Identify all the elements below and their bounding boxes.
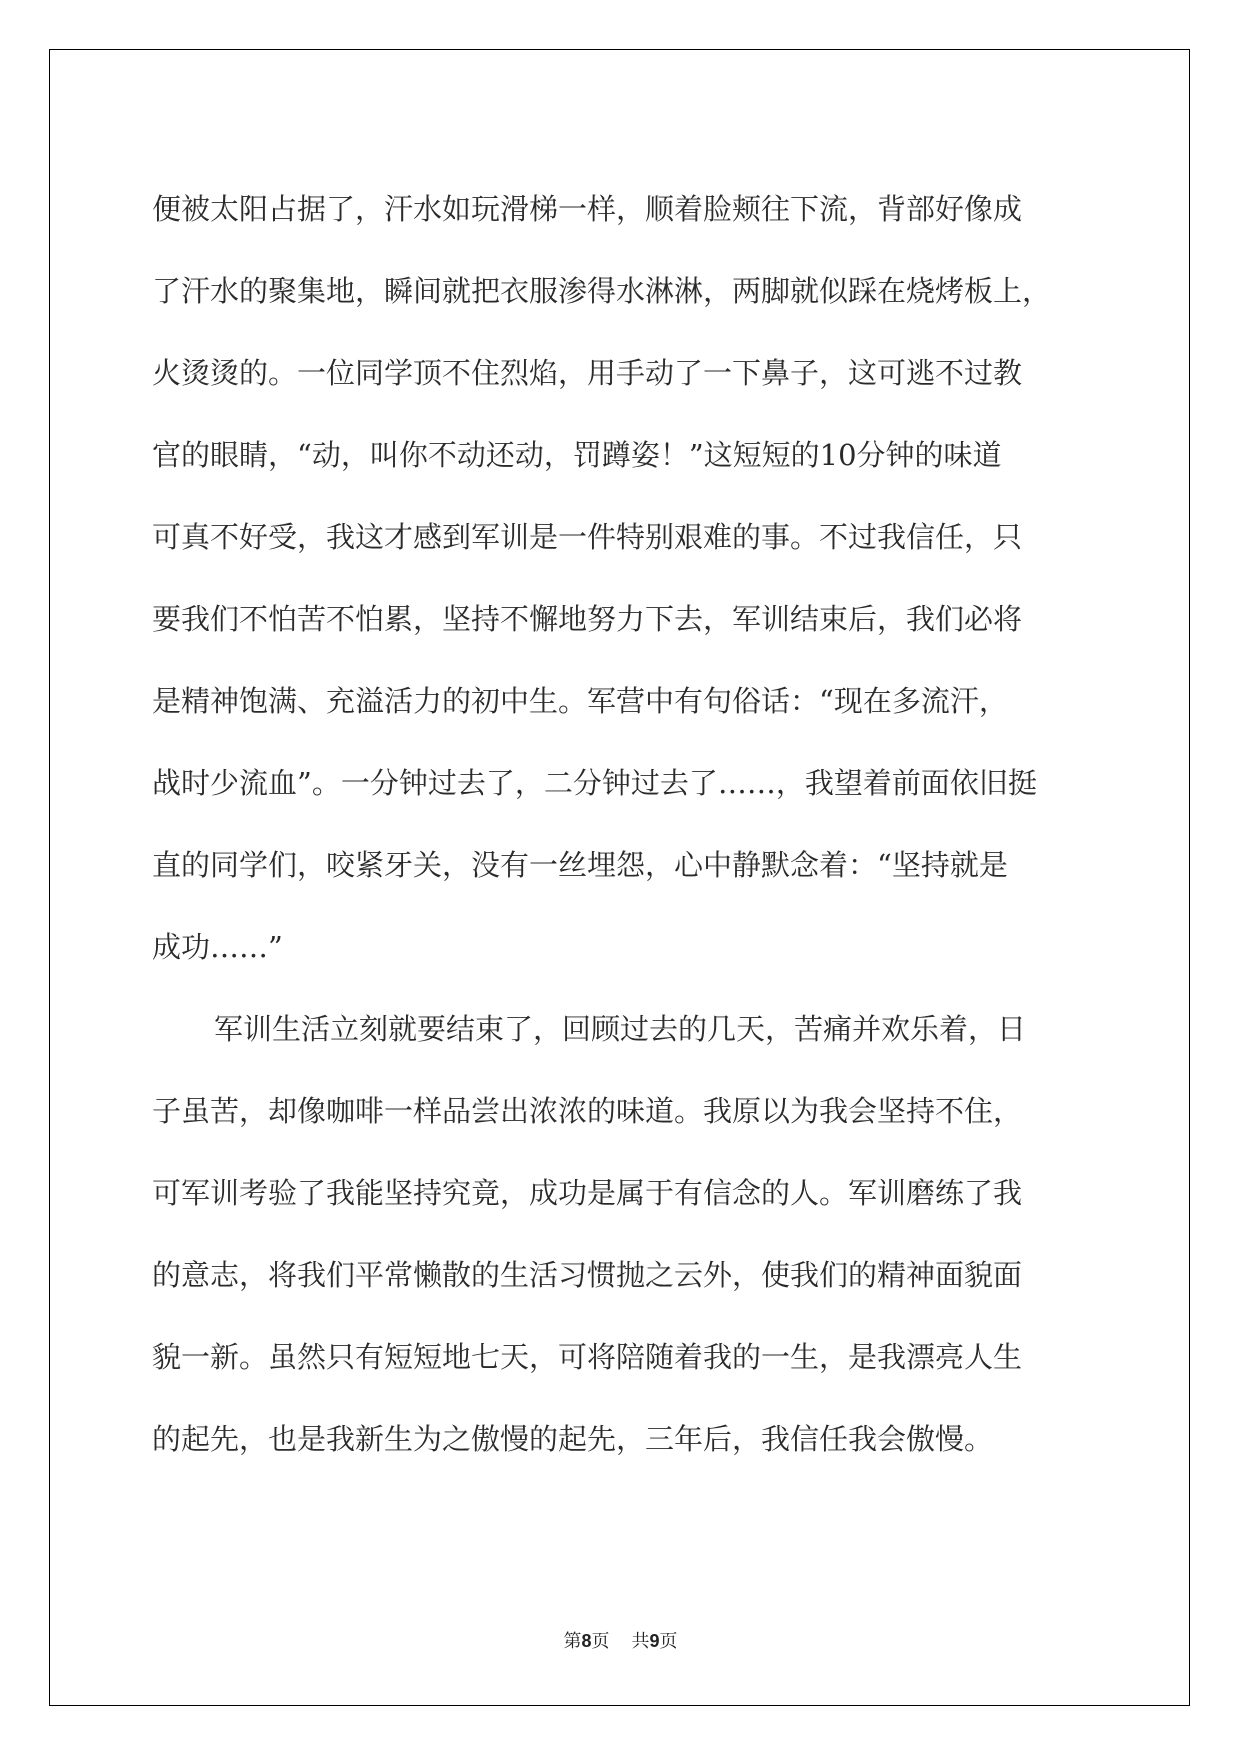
text-line: 直的同学们，咬紧牙关，没有一丝埋怨，心中静默念着：“坚持就是 bbox=[152, 848, 1008, 882]
text-line: 了汗水的聚集地，瞬间就把衣服渗得水淋淋，两脚就似踩在烧烤板上， bbox=[152, 274, 1052, 308]
current-page-number: 8 bbox=[581, 1631, 592, 1651]
text-line: 是精神饱满、充溢活力的初中生。军营中有句俗话：“现在多流汗， bbox=[152, 684, 1008, 718]
text-line: 便被太阳占据了，汗水如玩滑梯一样，顺着脸颊往下流，背部好像成 bbox=[152, 192, 1023, 226]
total-suffix: 页 bbox=[659, 1631, 678, 1652]
paragraph-1 bbox=[152, 168, 1096, 988]
text-line: 军训生活立刻就要结束了，回顾过去的几天，苦痛并欢乐着，日 bbox=[214, 1012, 1027, 1046]
text-line: 要我们不怕苦不怕累，坚持不懈地努力下去，军训结束后，我们必将 bbox=[152, 602, 1023, 636]
text-line: 成功……” bbox=[152, 930, 283, 964]
text-line: 战时少流血”。一分钟过去了，二分钟过去了……，我望着前面依旧挺 bbox=[152, 766, 1037, 800]
text-line: 火烫烫的。一位同学顶不住烈焰，用手动了一下鼻子，这可逃不过教 bbox=[152, 356, 1023, 390]
text-line: 的意志，将我们平常懒散的生活习惯抛之云外，使我们的精神面貌面 bbox=[152, 1258, 1023, 1292]
text-line: 可真不好受，我这才感到军训是一件特别艰难的事。不过我信任，只 bbox=[152, 520, 1023, 554]
text-line: 子虽苦，却像咖啡一样品尝出浓浓的味道。我原以为我会坚持不住， bbox=[152, 1094, 1023, 1128]
document-body bbox=[152, 168, 1096, 1480]
text-line: 官的眼睛，“动，叫你不动还动，罚蹲姿！”这短短的10分钟的味道 bbox=[152, 438, 1002, 472]
total-prefix: 共 bbox=[631, 1631, 650, 1652]
text-line: 貌一新。虽然只有短短地七天，可将陪随着我的一生，是我漂亮人生 bbox=[152, 1340, 1023, 1374]
total-pages-number: 9 bbox=[649, 1631, 660, 1651]
text-line: 的起先，也是我新生为之傲慢的起先，三年后，我信任我会傲慢。 bbox=[152, 1422, 994, 1456]
text-line: 可军训考验了我能坚持究竟，成功是属于有信念的人。军训磨练了我 bbox=[152, 1176, 1023, 1210]
page-prefix: 第 bbox=[563, 1631, 582, 1652]
page-footer bbox=[0, 1627, 1241, 1653]
paragraph-2 bbox=[152, 988, 1096, 1480]
page-suffix: 页 bbox=[591, 1631, 610, 1652]
